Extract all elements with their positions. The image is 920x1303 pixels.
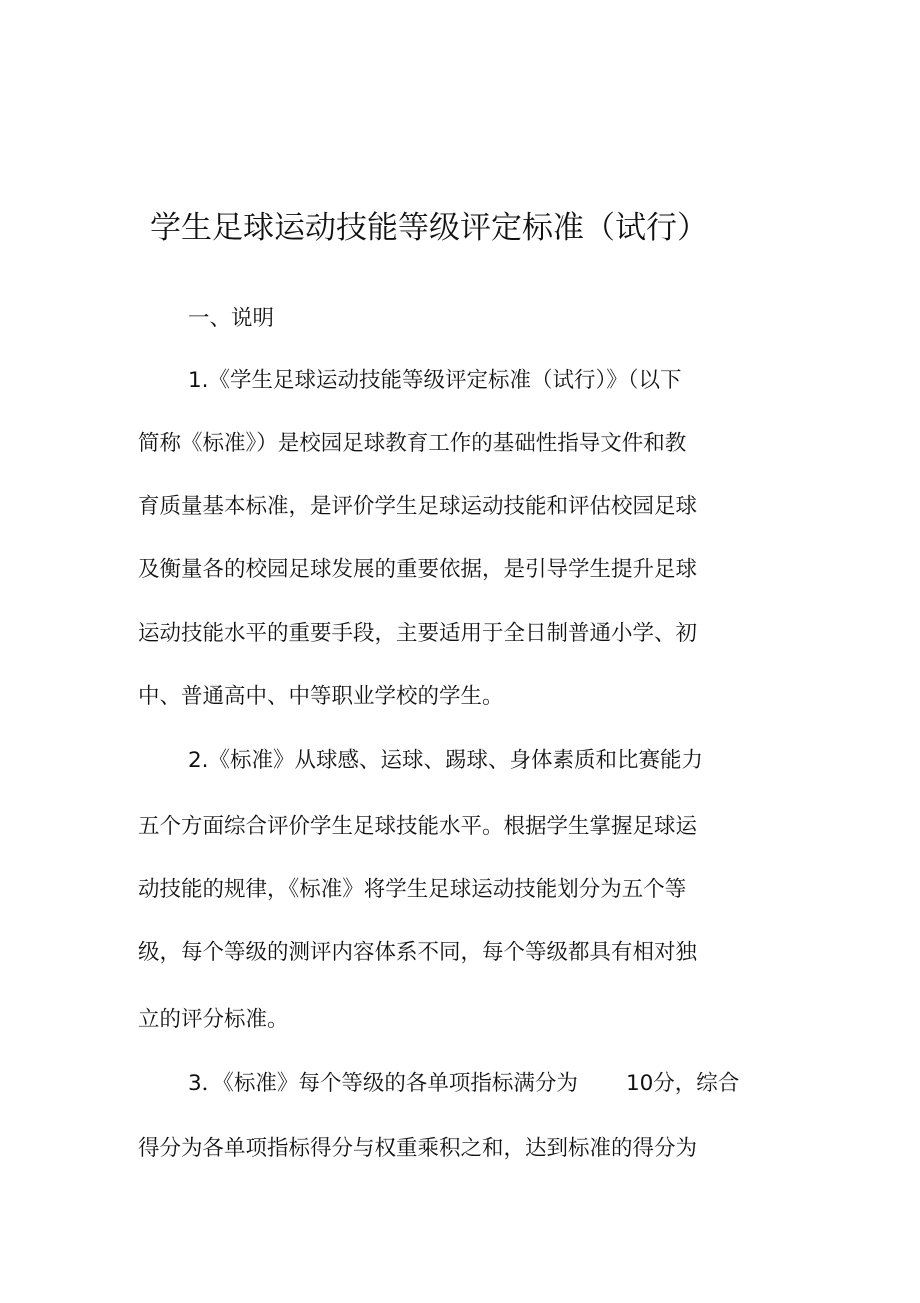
paragraph-1-line-2: 简称《标准》）是校园足球教育工作的基础性指导文件和教 xyxy=(138,431,687,456)
paragraph-1-line-1: 1.《学生足球运动技能等级评定标准（试行）》（以下 xyxy=(188,368,682,393)
paragraph-2-line-3: 动技能的规律，《标准》将学生足球运动技能划分为五个等 xyxy=(138,877,687,902)
paragraph-3-line-1 xyxy=(188,1069,739,1099)
paragraph-1-line-6: 中、普通高中、中等职业学校的学生。 xyxy=(138,684,504,709)
paragraph-3-line-1-part-b: 10分，综合 xyxy=(625,1071,740,1096)
paragraph-1-line-4: 及衡量各的校园足球发展的重要依据，是引导学生提升足球 xyxy=(138,557,698,582)
paragraph-3-line-2: 得分为各单项指标得分与权重乘积之和，达到标准的得分为 xyxy=(138,1136,698,1161)
paragraph-2-line-1: 2.《标准》从球感、运球、踢球、身体素质和比赛能力 xyxy=(188,748,704,773)
paragraph-3-line-1-part-a: 3．《标准》每个等级的各单项指标满分为 xyxy=(188,1071,578,1096)
paragraph-2-line-4: 级，每个等级的测评内容体系不同，每个等级都具有相对独 xyxy=(138,940,698,965)
section-heading: 一、说明 xyxy=(188,306,275,331)
document-title: 学生足球运动技能等级评定标准（试行） xyxy=(150,210,708,246)
paragraph-1-line-5: 运动技能水平的重要手段，主要适用于全日制普通小学、初 xyxy=(138,621,698,646)
paragraph-2-line-2: 五个方面综合评价学生足球技能水平。根据学生掌握足球运 xyxy=(138,814,698,839)
paragraph-2-line-5: 立的评分标准。 xyxy=(138,1007,289,1032)
paragraph-1-line-3: 育质量基本标准，是评价学生足球运动技能和评估校园足球 xyxy=(138,494,698,519)
